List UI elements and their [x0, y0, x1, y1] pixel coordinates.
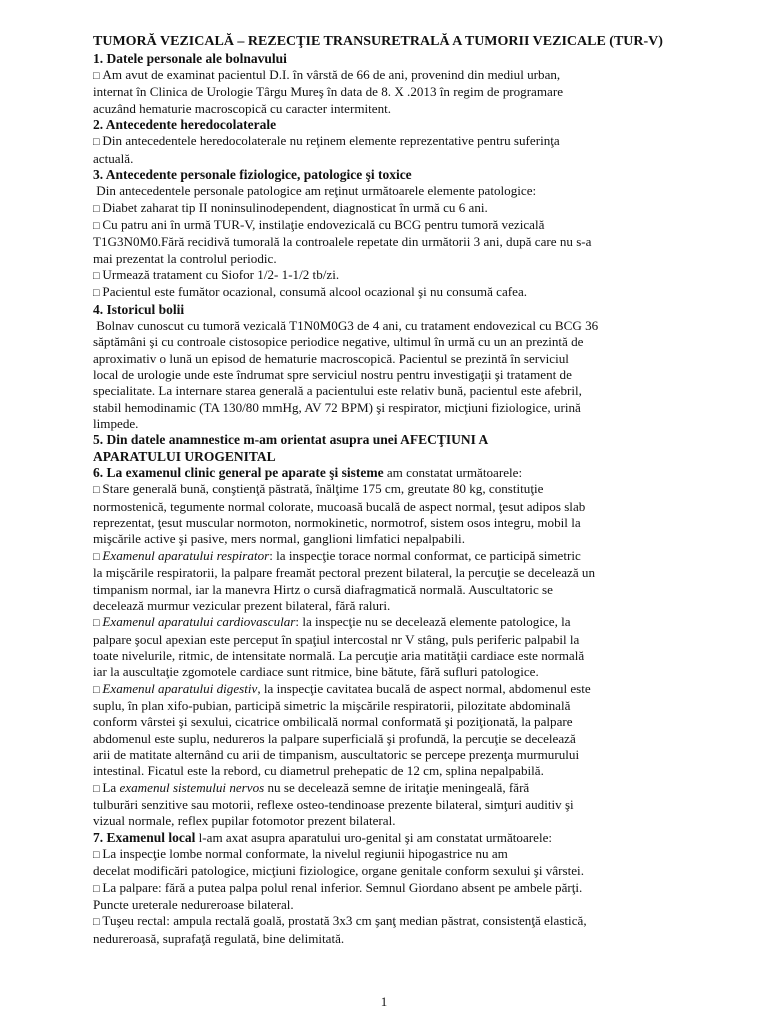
text-line: decelează murmur vezicular prezent bilateral, fără raluri.	[93, 597, 391, 613]
section-3-paragraph	[93, 183, 693, 301]
section-4-paragraph	[93, 318, 693, 432]
text-line: iar la auscultaţie zgomotele cardiace sunt ritmice, bine bătute, fără sufluri patologice.	[93, 664, 539, 680]
section-6-heading-rest: am constatat următoarele:	[383, 465, 523, 481]
text-run: : la inspecţie torace normal conformat, ce participă simetric	[269, 547, 581, 563]
text-line: mişcările active şi pasive, mers normal, ganglioni limfatici nepalpabili.	[93, 531, 465, 547]
text-line: timpanism normal, iar la manevra Hirtz o cursă diafragmatică normală. Auscultatoric se	[93, 581, 553, 597]
section-1-paragraph	[93, 67, 693, 117]
text-run: La	[102, 779, 120, 795]
bullet-item	[93, 548, 693, 565]
text-line: nedureroasă, suprafaţă regulată, bine delimitată.	[93, 930, 345, 946]
text-line: conform vârstei şi sexului, cicatrice ombilicală normal conformată şi poziţionată, la palpare	[93, 714, 573, 730]
text-line: Din antecedentele personale patologice am reţinut următoarele elemente patologice:	[93, 183, 537, 199]
section-1-heading: 1. Datele personale ale bolnavului	[93, 50, 287, 66]
bullet-item: □ Cu patru ani în urmă TUR-V, instilaţie endovezicală cu BCG pentru tumoră vezicală	[93, 217, 693, 234]
text-line: Bolnav cunoscut cu tumoră vezicală T1N0M0G3 de 4 ani, cu tratament endovezical cu BCG 36	[93, 318, 599, 333]
text-line: tulburări senzitive sau motorii, reflexe osteo-tendinoase prezente bilateral, simţuri auditiv şi	[93, 796, 574, 812]
text-line: normostenică, tegumente normal colorate, mucoasă bucală de aspect normal, ţesut adipos slab	[93, 498, 586, 514]
exam-label: Examenul aparatului respirator	[102, 547, 270, 563]
text-line: la mişcările respiratorii, la palpare freamăt pectoral prezent bilateral, la percuţie se decelează un	[93, 565, 596, 581]
text-line: Puncte ureterale nedureroase bilateral.	[93, 897, 294, 913]
heading-line: 5. Din datele anamnestice m-am orientat asupra unei AFECŢIUNI A	[93, 432, 489, 448]
section-2-heading: 2. Antecedente heredocolaterale	[93, 116, 277, 132]
text-line: local de urologie unde este îndrumat spre serviciul nostru pentru investigaţii şi tratament de	[93, 367, 572, 383]
heading-line: APARATULUI UROGENITAL	[93, 448, 276, 464]
document-page	[93, 34, 693, 947]
text-line: palpare şocul apexian este perceput în spaţiul intercostal nr V stâng, puls periferic palpabil la	[93, 631, 580, 647]
section-7-heading-rest: l-am axat asupra aparatului uro-genital şi am constatat următoarele:	[195, 829, 553, 845]
bullet-item	[93, 780, 693, 797]
text-line: acuzând hematurie macroscopică cu caracter intermitent.	[93, 100, 392, 116]
text-line: decelat modificări patologice, micţiuni fiziologice, organe genitale conform sexului şi vârstei.	[93, 863, 584, 879]
section-6-heading-line	[93, 465, 693, 481]
section-6-respiratory	[93, 548, 693, 614]
bullet-item: □ Stare generală bună, conştienţă păstrată, înălţime 175 cm, greutate 80 kg, constituţie	[93, 481, 693, 498]
text-line: internat în Clinica de Urologie Târgu Mureş în data de 8. X .2013 în regim de programare	[93, 84, 564, 100]
section-3-heading: 3. Antecedente personale fiziologice, patologice şi toxice	[93, 166, 412, 182]
section-6-general	[93, 481, 693, 547]
text-line: intestinal. Ficatul este la rebord, cu diametrul prehepatic de 12 cm, splina nepalpabilă.	[93, 763, 544, 779]
text-line: mai prezentat la controlul periodic.	[93, 250, 277, 266]
section-7-items	[93, 846, 693, 947]
bullet-item: □ Tuşeu rectal: ampula rectală goală, prostată 3x3 cm şanţ median păstrat, consistenţă elastică,	[93, 913, 693, 930]
bullet-item: □ Pacientul este fumător ocazional, consumă alcool ocazional şi nu consumă cafea.	[93, 284, 693, 301]
text-run: : la inspecţie nu se decelează elemente patologice, la	[295, 614, 571, 630]
text-run: , la inspecţie cavitatea bucală de aspect normal, abdomenul este	[257, 680, 591, 696]
text-line: vizual normale, reflex pupilar fotomotor prezent bilateral.	[93, 813, 396, 829]
section-5-heading	[93, 432, 693, 465]
text-line: stabil hemodinamic (TA 130/80 mmHg, AV 72 BPM) şi respirator, micţiuni fiziologice, urină	[93, 399, 581, 415]
text-line: T1G3N0M0.Fără recidivă tumorală la controalele repetate din următorii 3 ani, după care nu s-a	[93, 234, 592, 250]
text-line: toate nivelurile, ritmic, de intensitate normală. La percuţie aria matităţii cardiace este normală	[93, 647, 585, 663]
bullet-item: □ Urmează tratament cu Siofor 1/2- 1-1/2 tb/zi.	[93, 267, 693, 284]
text-run: nu se decelează semne de iritaţie meningeală, fără	[264, 779, 530, 795]
exam-label: Examenul aparatului digestiv	[102, 680, 258, 696]
bullet-item: □ La inspecţie lombe normal conformate, la nivelul regiunii hipogastrice nu am	[93, 846, 693, 863]
text-line: actuală.	[93, 150, 134, 166]
section-7-heading: 7. Examenul local	[93, 829, 196, 845]
text-line: limpede.	[93, 416, 139, 432]
text-line: aproximativ o lună un episod de hematurie macroscopică. Pacientul se prezintă în serviciul	[93, 350, 569, 366]
text-line: □ Din antecedentele heredocolaterale nu reţinem elemente reprezentative pentru suferinţa	[93, 133, 693, 150]
bullet-item: □ Diabet zaharat tip II noninsulinodependent, diagnosticat în urmă cu 6 ani.	[93, 200, 693, 217]
text-line: reprezentat, ţesut muscular normoton, normokinetic, normotrof, sistem osos integru, mobil la	[93, 515, 581, 531]
bullet-item	[93, 614, 693, 631]
text-line: arii de matitate alternând cu arii de timpanism, auscultatoric se percepe prezenţa murmurului	[93, 746, 580, 762]
section-6-digestive	[93, 681, 693, 780]
text-line: specialitate. La internare starea generală a pacientului este relativ bună, pacientul este afebril,	[93, 383, 582, 399]
section-6-nervous	[93, 780, 693, 830]
text-line: □ Am avut de examinat pacientul D.I. în vârstă de 66 de ani, provenind din mediul urban,	[93, 67, 693, 84]
section-6-cardiovascular	[93, 614, 693, 680]
exam-label: examenul sistemului nervos	[119, 779, 265, 795]
text-line: abdomenul este suplu, nedureros la palpare superficială şi profundă, la percuţie se decelează	[93, 730, 576, 746]
text-line: săptămâni şi cu controale cistosopice periodice negative, ultimul în urmă cu un an prezintă de	[93, 334, 584, 350]
section-4-heading: 4. Istoricul bolii	[93, 301, 185, 317]
section-7-heading-line	[93, 830, 693, 846]
section-2-paragraph	[93, 133, 693, 167]
section-6-heading: 6. La examenul clinic general pe aparate şi sisteme	[93, 465, 384, 481]
page-number: 1	[380, 994, 388, 1009]
text-line: suplu, în plan xifo-pubian, participă simetric la mişcările respiratorii, pilozitate abdominală	[93, 697, 571, 713]
bullet-item: □ La palpare: fără a putea palpa polul renal inferior. Semnul Giordano absent pe ambele părţi.	[93, 880, 693, 897]
bullet-item	[93, 681, 693, 698]
exam-label: Examenul aparatului cardiovascular	[102, 614, 296, 630]
document-title: TUMORĂ VEZICALĂ – REZECŢIE TRANSURETRALĂ A TUMORII VEZICALE (TUR-V)	[93, 34, 663, 49]
